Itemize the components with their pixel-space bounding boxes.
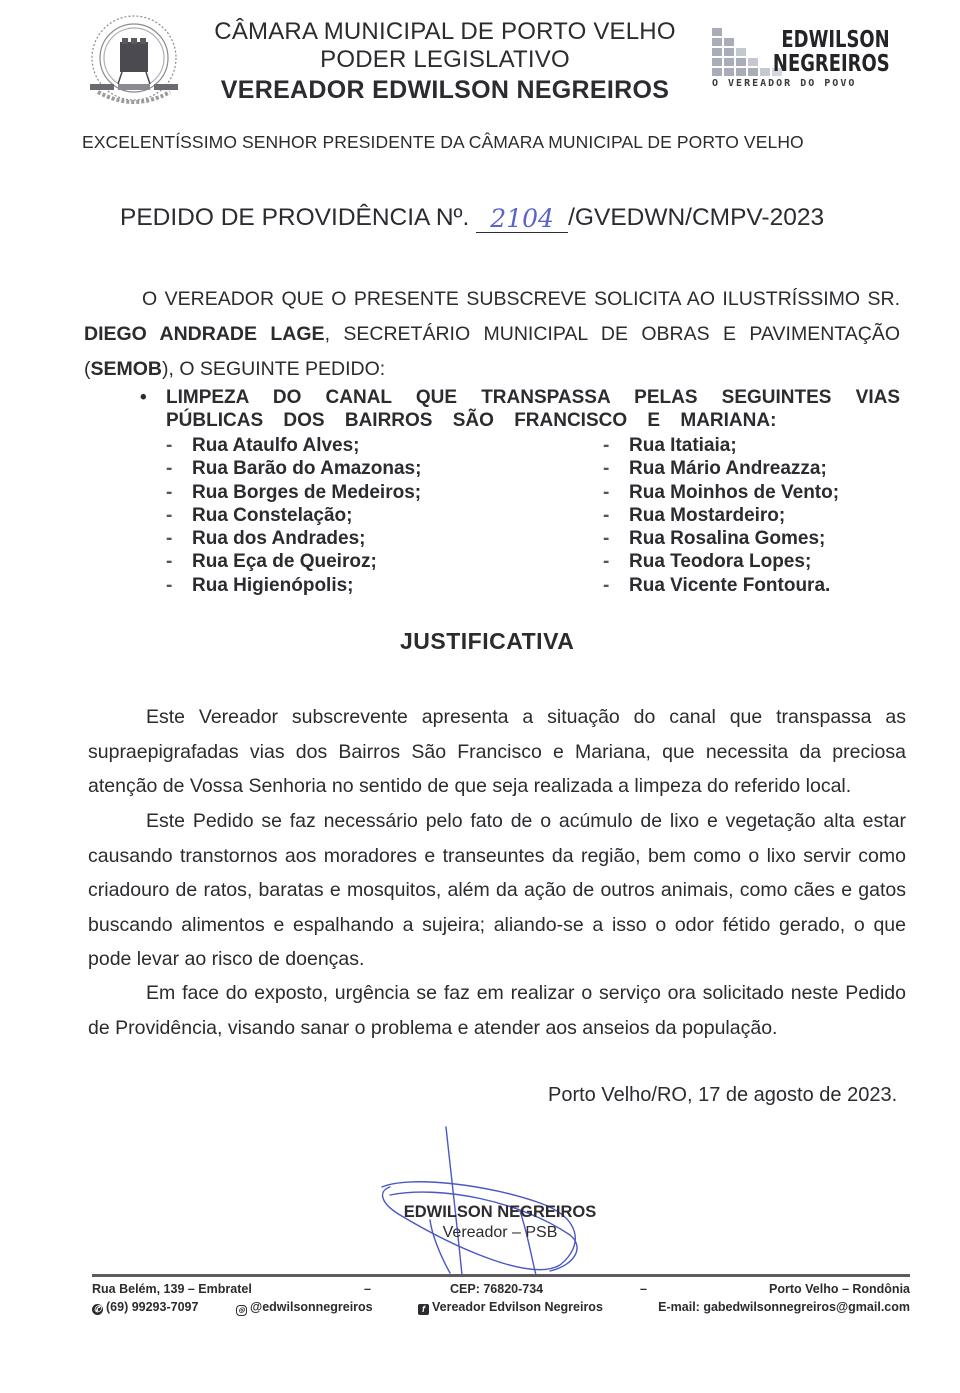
dash-bullet-icon: - (603, 551, 610, 573)
justification-paragraph-2 (88, 804, 906, 977)
request-text-1: O VEREADOR QUE O PRESENTE SUBSCREVE SOLICITA AO ILUSTRÍSSIMO SR. (142, 288, 900, 310)
signatory-role: Vereador – PSB (442, 1224, 558, 1241)
street-item (166, 527, 421, 550)
street-name: Rua Barão do Amazonas; (192, 458, 422, 480)
street-item (166, 481, 421, 504)
street-name: Rua Itatiaia; (629, 435, 737, 456)
footer-separator: – (364, 1282, 371, 1296)
street-name: Rua Ataulfo Alves; (192, 435, 360, 456)
street-name: Rua dos Andrades; (192, 528, 366, 550)
footer-facebook[interactable]: f Vereador Edvilson Negreiros (418, 1298, 603, 1316)
agency-acronym: SEMOB (90, 358, 163, 380)
addressee: EXCELENTÍSSIMO SENHOR PRESIDENTE DA CÂMARA MUNICIPAL DE PORTO VELHO (82, 132, 804, 152)
street-name: Rua Constelação; (192, 504, 353, 526)
streets-list-right (603, 434, 839, 597)
justification-paragraph-3 (88, 976, 906, 1045)
title-suffix: /GVEDWN/CMPV-2023 (568, 204, 825, 231)
recipient-name: DIEGO ANDRADE LAGE (84, 323, 325, 345)
street-name: Rua Mário Andreazza; (629, 458, 827, 480)
justification-paragraph-1 (88, 700, 906, 804)
request-paragraph (84, 282, 900, 387)
street-item (166, 457, 421, 480)
bullet-icon: • (140, 387, 147, 408)
street-item (603, 434, 839, 457)
footer-address: Rua Belém, 139 – Embratel (92, 1282, 252, 1296)
street-name: Rua Teodora Lopes; (629, 551, 812, 573)
paragraph-text: Em face do exposto, urgência se faz em realizar o serviço ora solicitado neste Pedido de Providência, visando sanar o problema e atender aos anseios da população. (88, 982, 906, 1039)
facebook-icon: f (418, 1304, 429, 1315)
letterhead-title (190, 18, 700, 106)
footer (92, 1280, 910, 1316)
dash-bullet-icon: - (166, 435, 173, 456)
dash-bullet-icon: - (166, 551, 173, 573)
street-item (166, 434, 421, 457)
street-name: Rua Rosalina Gomes; (629, 528, 826, 550)
paragraph-text: Este Vereador subscrevente apresenta a situação do canal que transpassa as supraepigrafadas vias dos Bairros São Francisco e Mariana, que necessita da preciosa atenção de Vossa Senhoria no sentido de que seja realizada a limpeza do referido local. (88, 706, 906, 797)
dash-bullet-icon: - (603, 458, 610, 480)
street-name: Rua Mostardeiro; (629, 504, 786, 526)
header-councilor: VEREADOR EDWILSON NEGREIROS (220, 76, 670, 104)
footer-city: Porto Velho – Rondônia (769, 1282, 910, 1296)
street-item (603, 574, 839, 597)
title-prefix: PEDIDO DE PROVIDÊNCIA Nº. (120, 204, 470, 231)
date-line: Porto Velho/RO, 17 de agosto de 2023. (548, 1084, 898, 1106)
dash-bullet-icon: - (603, 504, 610, 526)
street-name: Rua Vicente Fontoura. (629, 574, 831, 596)
justification-title: JUSTIFICATIVA (400, 628, 575, 654)
dash-bullet-icon: - (603, 481, 610, 503)
request-text-2: , SECRETÁRIO MUNICIPAL DE OBRAS E PAVIMENTAÇÃO ( (84, 323, 901, 380)
dash-bullet-icon: - (166, 458, 173, 480)
street-name: Rua Borges de Medeiros; (192, 481, 422, 503)
request-bullet (140, 386, 900, 432)
whatsapp-icon: ✆ (93, 1304, 102, 1314)
street-item (603, 481, 839, 504)
dash-bullet-icon: - (603, 435, 610, 456)
street-item (603, 550, 839, 573)
document-title (120, 204, 880, 232)
footer-separator: – (640, 1282, 647, 1296)
signatory-name: EDWILSON NEGREIROS (403, 1203, 597, 1221)
footer-instagram[interactable]: ◎ @edwilsonnegreiros (236, 1298, 373, 1316)
brand-logo (708, 26, 898, 98)
street-item (166, 550, 421, 573)
streets-list-left (166, 434, 421, 597)
municipal-seal-icon (84, 12, 184, 108)
header-branch: PODER LEGISLATIVO (320, 46, 570, 73)
dash-bullet-icon: - (603, 528, 610, 550)
footer-cep: CEP: 76820-734 (450, 1282, 544, 1296)
dash-bullet-icon: - (166, 481, 173, 503)
street-item (603, 457, 839, 480)
street-name: Rua Higienópolis; (192, 574, 354, 596)
street-item (603, 504, 839, 527)
request-text-3: ), O SEGUINTE PEDIDO: (162, 358, 386, 380)
handwritten-number: 2104 (476, 206, 568, 233)
street-name: Rua Moinhos de Vento; (629, 481, 840, 503)
brand-name: EDWILSON NEGREIROS (773, 27, 890, 77)
street-item (166, 504, 421, 527)
brand-tagline: O VEREADOR DO POVO (712, 78, 857, 89)
dash-bullet-icon: - (166, 504, 173, 526)
street-item (603, 527, 839, 550)
paragraph-text: Este Pedido se faz necessário pelo fato de o acúmulo de lixo e vegetação alta estar causando transtornos aos moradores e transeuntes da região, bem como o lixo servir como criadouro de ratos, baratas e mosquitos, além da ação de outros animais, como cães e gatos buscando alimentos e espalhando a sujeira; aliando-se a isso o odor fétido gerado, o que pode levar ao risco de doenças. (88, 810, 906, 970)
footer-email[interactable]: E-mail: gabedwilsonnegreiros@gmail.com (658, 1300, 910, 1314)
dash-bullet-icon: - (166, 574, 173, 596)
street-name: Rua Eça de Queiroz; (192, 551, 377, 573)
footer-divider (92, 1274, 910, 1277)
dash-bullet-icon: - (603, 574, 610, 596)
header-chamber-name: CÂMARA MUNICIPAL DE PORTO VELHO (214, 18, 676, 45)
instagram-icon: ◎ (236, 1305, 247, 1316)
street-item (166, 574, 421, 597)
footer-phone[interactable]: ✆ (69) 99293-7097 (93, 1300, 199, 1314)
dash-bullet-icon: - (166, 528, 173, 550)
bullet-text: LIMPEZA DO CANAL QUE TRANSPASSA PELAS SEGUINTES VIAS PÚBLICAS DOS BAIRROS SÃO FRANCISCO E MARIANA: (166, 387, 900, 431)
